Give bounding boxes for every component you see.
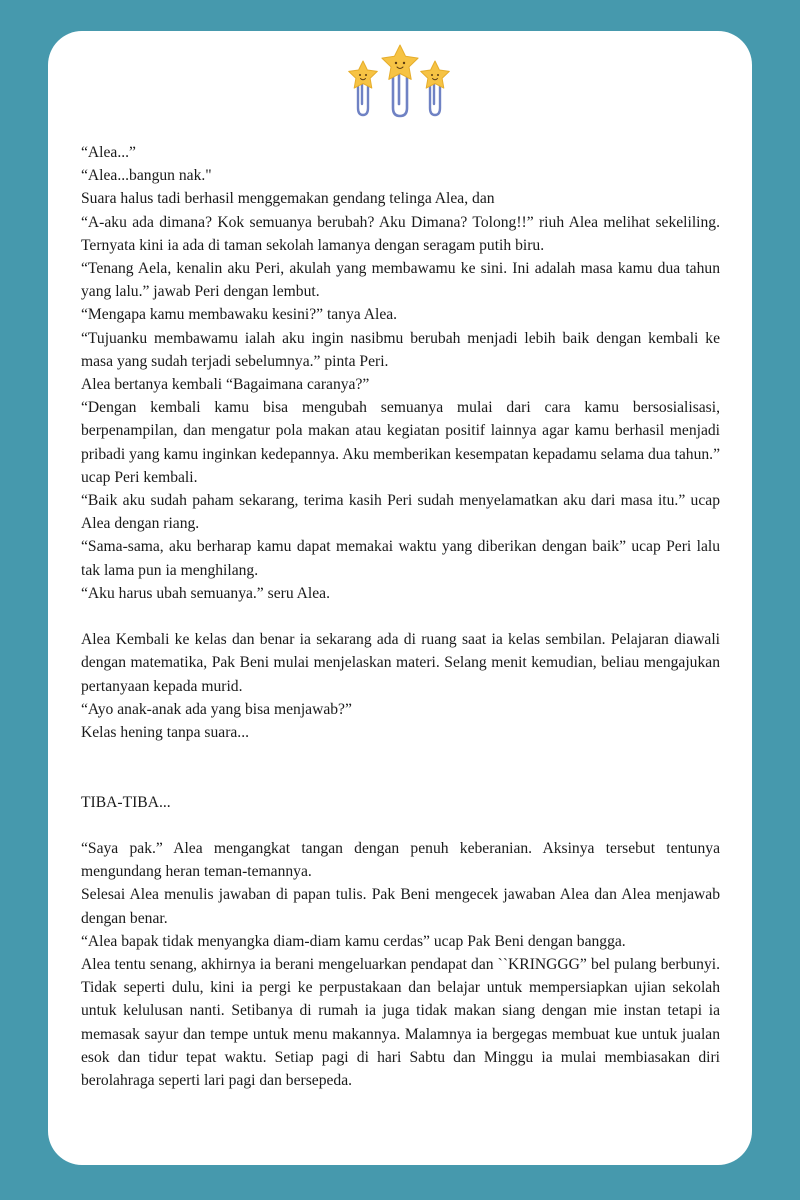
dialogue-line: “Dengan kembali kamu bisa mengubah semuanya mulai dari cara kamu bersosialisasi, berpenampilan, dan mengatur pola makan atau kegiatan positif lainnya agar kamu berhasil menjadi pribadi yang kamu inginkan kedepannya. Aku memberikan kesempatan kepadamu selama dua tahun.” ucap Peri kembali. [81, 399, 720, 486]
narration-line: Suara halus tadi berhasil menggemakan gendang telinga Alea, dan [81, 190, 495, 208]
dialogue-line: “Alea...” [81, 144, 136, 161]
narration-paragraph: Alea tentu senang, akhirnya ia berani mengeluarkan pendapat dan ``KRINGGG” bel pulang berbunyi. Tidak seperti dulu, kini ia pergi ke perpustakaan dan belajar untuk mempersiapkan ujian sekolah untuk kelulusan nanti. Setibanya di rumah ia juga tidak makan siang dengan mie instan tetapi ia memasak sayur dan tempe untuk menu makannya. Malamnya ia bergegas membuat kue untuk jualan esok dan tidur tepat waktu. Setiap pagi di hari Sabtu dan Minggu ia mulai membiasakan diri berolahraga seperti lari pagi dan bersepeda. [81, 956, 720, 1090]
star-icon [421, 61, 450, 88]
section-heading: TIBA-TIBA... [81, 793, 171, 811]
narration-paragraph: Selesai Alea menulis jawaban di papan tulis. Pak Beni mengecek jawaban Alea dan Alea menjawab dengan benar. [81, 886, 720, 927]
dialogue-line: “Baik aku sudah paham sekarang, terima kasih Peri sudah menyelamatkan aku dari masa itu.” ucap Alea dengan riang. [81, 492, 720, 533]
narration-line: Kelas hening tanpa suara... [81, 724, 250, 742]
narration-paragraph: Alea Kembali ke kelas dan benar ia sekarang ada di ruang saat ia kelas sembilan. Pelajaran diawali dengan matematika, Pak Beni mulai menjelaskan materi. Selang menit kemudian, beliau mengajukan pertanyaan kepada murid. [81, 631, 720, 695]
dialogue-line: “Alea...bangun nak." [81, 167, 212, 185]
dialogue-line: “Alea bapak tidak menyangka diam-diam kamu cerdas” ucap Pak Beni dengan bangga. [81, 932, 626, 950]
dialogue-line: “Mengapa kamu membawaku kesini?” tanya Alea. [81, 306, 398, 324]
dialogue-line: “Aku harus ubah semuanya.” seru Alea. [81, 584, 330, 602]
dialogue-line: “Sama-sama, aku berharap kamu dapat memakai waktu yang diberikan dengan baik” ucap Peri lalu tak lama pun ia menghilang. [81, 538, 720, 579]
dialogue-line: “A-aku ada dimana? Kok semuanya berubah? Aku Dimana? Tolong!!” riuh Alea melihat sekeliling. Ternyata kini ia ada di taman sekolah lamanya dengan seragam putih biru. [81, 213, 720, 254]
dialogue-line: “Tenang Aela, kenalin aku Peri, akulah yang membawamu ke sini. Ini adalah masa kamu dua tahun yang lalu.” jawab Peri dengan lembut. [81, 260, 720, 301]
star-icon [349, 61, 378, 88]
star-paperclip-icon [346, 44, 454, 118]
story-text [81, 141, 720, 1092]
dialogue-line: “Ayo anak-anak ada yang bisa menjawab?” [81, 700, 352, 718]
dialogue-line: Alea bertanya kembali “Bagaimana caranya?” [81, 376, 370, 394]
dialogue-line: “Tujuanku membawamu ialah aku ingin nasibmu berubah menjadi lebih baik dengan kembali ke masa yang sudah terjadi sebelumnya.” pinta Peri. [81, 329, 720, 370]
dialogue-line: “Saya pak.” Alea mengangkat tangan dengan penuh keberanian. Aksinya tersebut tentunya mengundang heran teman-temannya. [81, 840, 720, 881]
